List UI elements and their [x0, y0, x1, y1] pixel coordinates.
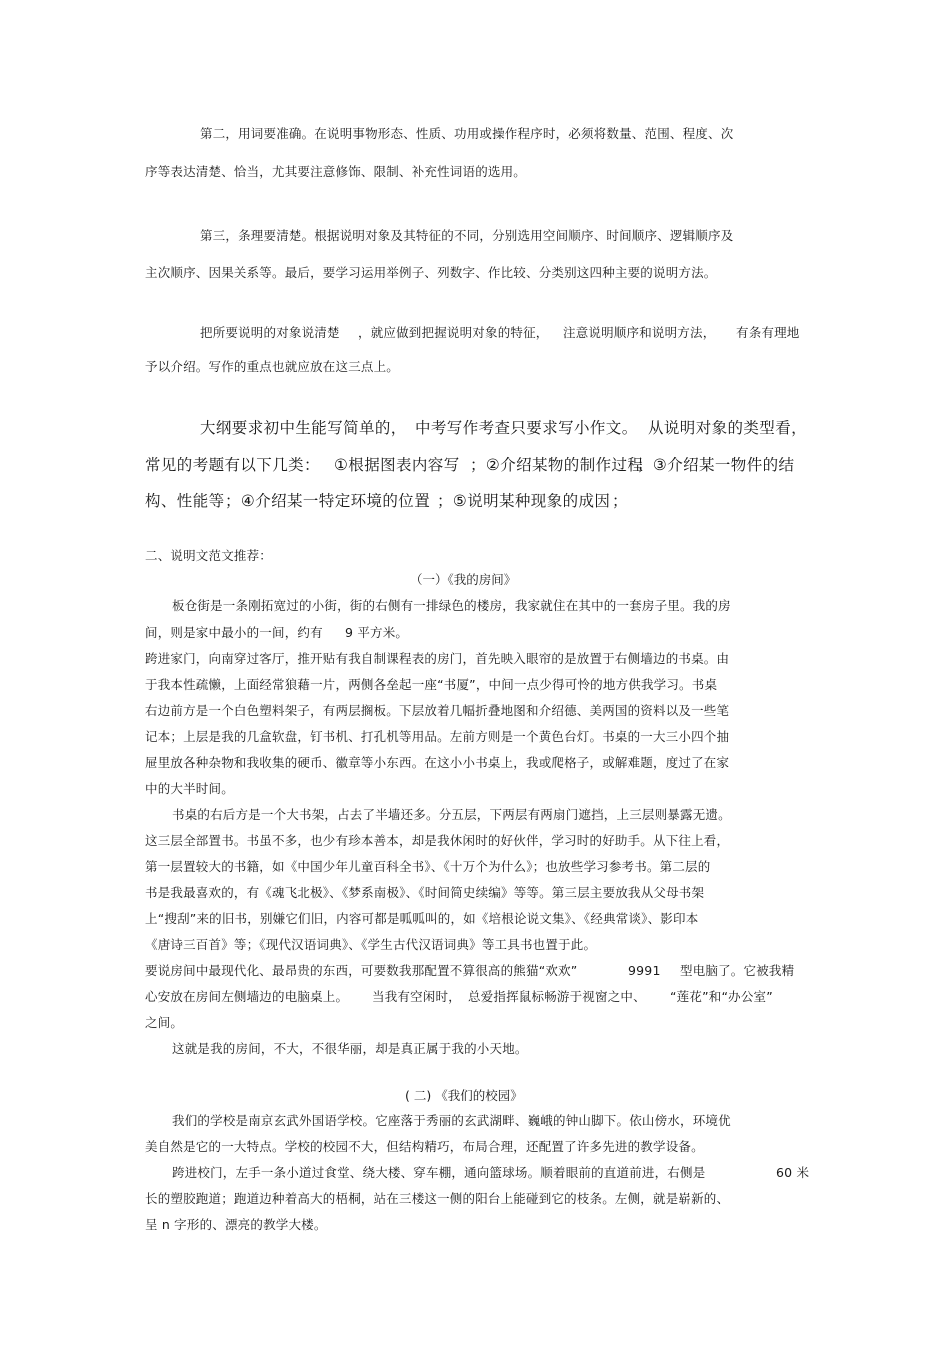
paragraph-segment: 从说明对象的类型看， [648, 419, 808, 437]
essay-title: （一）《我的房间》 [410, 572, 517, 587]
paragraph-segment: 中考写作考查只要求写小作文。 [415, 419, 638, 437]
paragraph-segment: ；②介绍某物的制作过程 [470, 456, 644, 474]
essay-line: 板仓街是一条刚拓宽过的小街，街的右侧有一排绿色的楼房，我家就住在其中的一套房子里。我的房 [172, 598, 731, 613]
essay-line: 我们的学校是南京玄武外国语学校。它座落于秀丽的玄武湖畔、巍峨的钟山脚下。依山傍水，环境优 [172, 1113, 731, 1128]
paragraph-segment: 有条有理地 [736, 325, 800, 340]
essay-segment: 总爱指挥鼠标畅游于视窗之中、 [468, 989, 646, 1004]
essay-line: 第一层置较大的书籍，如《中国少年儿童百科全书》、《十万个为什么》；也放些学习参考书。第二层的 [145, 859, 711, 874]
essay-segment: 当我有空闲时， [372, 989, 461, 1004]
essay-line: 右边前方是一个白色塑料架子，有两层搁板。下层放着几幅折叠地图和介绍德、美两国的资料以及一些笔 [145, 703, 730, 718]
paragraph-segment: 大纲要求初中生能写简单的， [200, 419, 407, 437]
paragraph-segment: ；⑤说明某种现象的成因 [437, 492, 611, 510]
paragraph-line: 第二，用词要准确。在说明事物形态、性质、功用或操作程序时，必须将数量、范围、程度、次 [200, 126, 734, 141]
essay-line: 跨进校门，左手一条小道过食堂、绕大楼、穿车棚，通向篮球场。顺着眼前的直道前进，右侧是 [172, 1165, 706, 1180]
paragraph-segment: 把所要说明的对象说清楚 [200, 325, 340, 340]
essay-segment: 型电脑了。它被我精 [680, 963, 795, 978]
essay-line: 这就是我的房间，不大，不很华丽，却是真正属于我的小天地。 [172, 1041, 528, 1056]
paragraph-segment: ； [612, 492, 628, 510]
paragraph-segment: 常见的考题有以下几类： [145, 456, 320, 474]
essay-line: 心安放在房间左侧墙边的电脑桌上。 [145, 989, 349, 1004]
essay-line: 长的塑胶跑道；跑道边种着高大的梧桐，站在三楼这一侧的阳台上能碰到它的枝条。左侧，就是崭新的、 [145, 1191, 730, 1206]
essay-line: 要说房间中最现代化、最昂贵的东西，可要数我那配置不算很高的熊猫“欢欢” [145, 963, 578, 978]
paragraph-segment: ；④介绍某一特定环境的位置 [225, 492, 431, 510]
paragraph-line: 予以介绍。写作的重点也就应放在这三点上。 [145, 359, 400, 374]
essay-line: 间，则是家中最小的一间，约有 [145, 625, 323, 640]
section-heading: 二、说明文范文推荐： [145, 548, 273, 563]
paragraph-line: 主次顺序、因果关系等。最后，要学习运用举例子、列数字、作比较、分类别这四种主要的说明方法。 [145, 265, 717, 280]
essay-distance-value: 60 米 [776, 1165, 810, 1180]
essay-line: 呈 n 字形的、漂亮的教学大楼。 [145, 1217, 327, 1232]
essay-title: ( 二) 《我们的校园》 [405, 1088, 523, 1103]
essay-line: 于我本性疏懒，上面经常狼藉一片，两侧各垒起一座“书厦”，中间一点少得可怜的地方供我学习。书桌 [145, 677, 718, 692]
essay-line: 书桌的右后方是一个大书架，占去了半墙还多。分五层，下两层有两扇门遮挡，上三层则暴露无遗。 [172, 807, 731, 822]
essay-line: 中的大半时间。 [145, 781, 234, 796]
essay-line: 之间。 [145, 1015, 184, 1030]
essay-line: 《唐诗三百首》等；《现代汉语词典》、《学生古代汉语词典》等工具书也置于此。 [145, 937, 597, 952]
essay-line: 上“搜刮”来的旧书，别嫌它们旧，内容可都是呱呱叫的，如《培根论说文集》、《经典常谈》、影印本 [145, 911, 699, 926]
essay-line: 跨进家门，向南穿过客厅，推开贴有我自制课程表的房门，首先映入眼帘的是放置于右侧墙边的书桌。由 [145, 651, 730, 666]
essay-line: 书是我最喜欢的，有《魂飞北极》、《梦系南极》、《时间简史续编》等等。第三层主要放我从父母书架 [145, 885, 705, 900]
essay-line: 屉里放各种杂物和我收集的硬币、徽章等小东西。在这小小书桌上，我或爬格子，或解难题，度过了在家 [145, 755, 730, 770]
paragraph-segment: ，就应做到把握说明对象的特征， [358, 325, 549, 340]
essay-area-value: 9 平方米。 [345, 625, 409, 640]
paragraph-line: 序等表达清楚、恰当，尤其要注意修饰、限制、补充性词语的选用。 [145, 164, 527, 179]
essay-line: 这三层全部置书。书虽不多，也少有珍本善本，却是我休闲时的好伙伴，学习时的好助手。从下往上看， [145, 833, 730, 848]
paragraph-segment: 注意说明顺序和说明方法， [563, 325, 716, 340]
essay-model-number: 9991 [628, 963, 661, 978]
paragraph-line: 第三，条理要清楚。根据说明对象及其特征的不同，分别选用空间顺序、时间顺序、逻辑顺序及 [200, 228, 734, 243]
paragraph-segment: 构、性能等 [145, 492, 225, 510]
essay-line: 美自然是它的一大特点。学校的校园不大，但结构精巧，布局合理，还配置了许多先进的教学设备。 [145, 1139, 704, 1154]
paragraph-segment: ；③介绍某一物件的结 [637, 456, 795, 474]
essay-line: 记本；上层是我的几盒软盘，钉书机、打孔机等用品。左前方则是一个黄色台灯。书桌的一大三小四个抽 [145, 729, 730, 744]
essay-segment: “莲花”和“办公室” [670, 989, 773, 1004]
paragraph-segment: ①根据图表内容写 [334, 456, 460, 474]
